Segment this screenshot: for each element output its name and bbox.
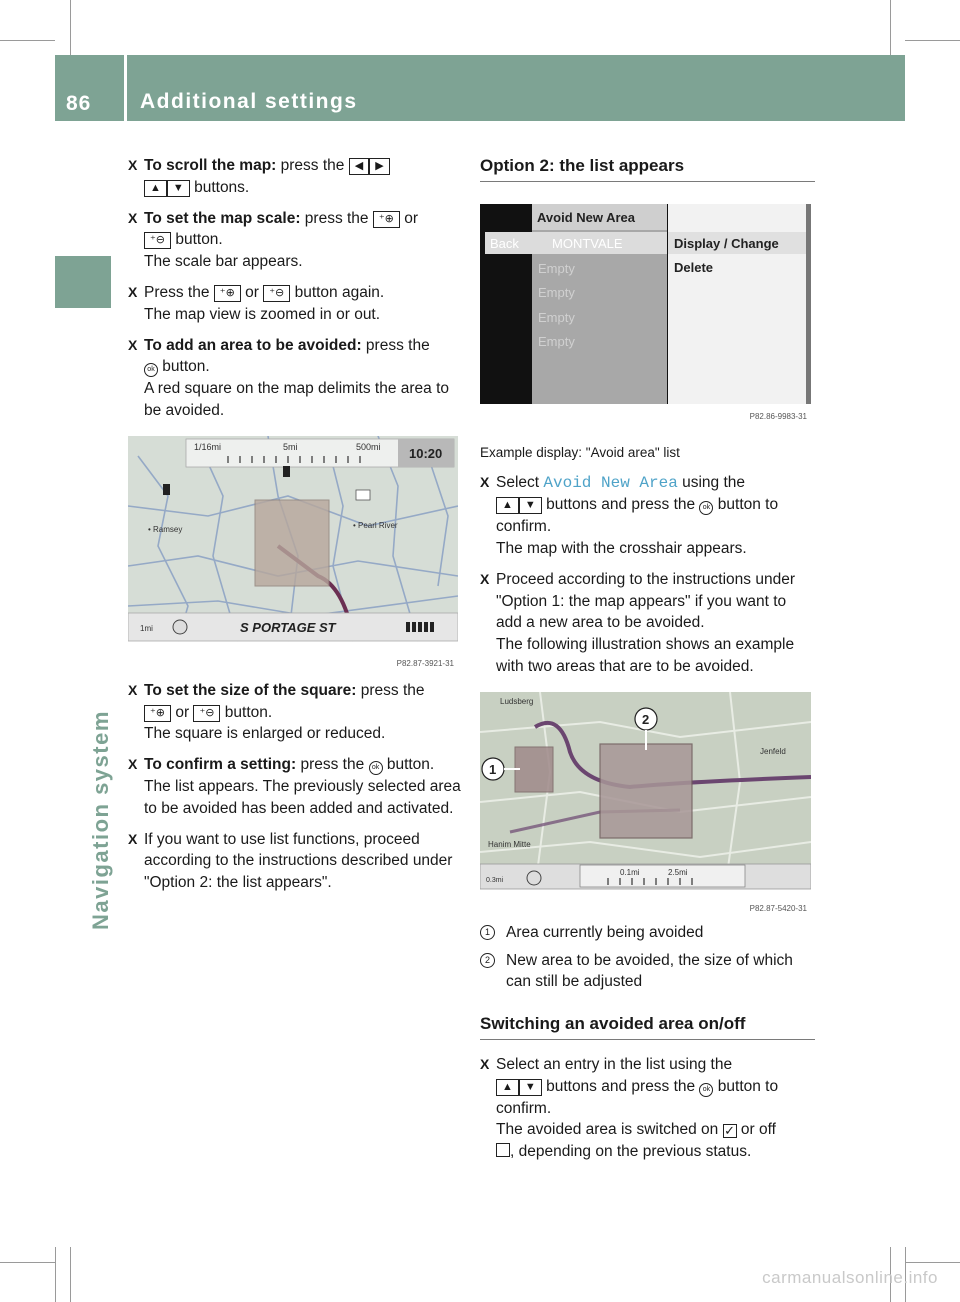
instruction-step — [480, 1054, 815, 1163]
step-arrow-icon: X — [128, 756, 138, 773]
zoom-in-key-icon: ⁺⊕ — [144, 705, 171, 722]
step-text: button. — [220, 703, 273, 721]
current-avoided-area — [515, 747, 553, 792]
map-clock: 10:20 — [409, 445, 443, 461]
right-column — [480, 155, 815, 1172]
map-image — [128, 436, 458, 666]
down-arrow-key-icon: ▼ — [519, 1079, 542, 1096]
instruction-step — [480, 569, 815, 678]
page-number: 86 — [66, 92, 92, 115]
crop-mark — [70, 1247, 71, 1302]
menu-item-reference: Avoid New Area — [543, 473, 678, 492]
step-text: buttons. — [189, 178, 250, 196]
step-text: or — [245, 283, 259, 301]
screen-title: Avoid New Area — [537, 209, 636, 225]
step-text: press the — [361, 336, 430, 354]
menu-item: Delete — [674, 259, 714, 275]
map-scale-label: 1mi — [140, 623, 153, 633]
step-arrow-icon: X — [128, 830, 138, 847]
step-text: button again. — [290, 283, 385, 301]
ok-button-icon: ok — [699, 501, 713, 515]
avoided-areas-map-image — [480, 692, 811, 914]
step-text: press the — [356, 681, 425, 699]
map-street-name: S PORTAGE ST — [240, 619, 336, 635]
step-text: button. — [158, 358, 210, 376]
map-place-label: Jenfeld — [760, 746, 786, 756]
figure-legend — [480, 922, 815, 993]
list-entry-city: MONTVALE — [552, 235, 623, 251]
step-text: button to confirm. — [496, 1077, 779, 1117]
step-text: Proceed according to the instructions under "Option 1: the map appears" if you want to add a new area to be avoided. — [496, 570, 795, 632]
instruction-step — [128, 754, 463, 819]
step-arrow-icon: X — [128, 209, 138, 226]
page-title: Additional settings — [140, 90, 358, 113]
step-text: using the — [677, 473, 746, 491]
section-side-label: Navigation system — [88, 710, 113, 930]
step-note: The square is enlarged or reduced. — [144, 725, 386, 743]
left-arrow-key-icon: ◀ — [349, 158, 369, 175]
list-entry: Empty — [538, 284, 575, 300]
menu-item: Display / Change — [674, 235, 779, 251]
header-separator — [124, 55, 127, 121]
instruction-step — [128, 208, 463, 273]
crop-mark — [55, 1247, 56, 1302]
zoom-out-key-icon: ⁺⊖ — [144, 232, 171, 249]
map-place-label: • Pearl River — [353, 520, 398, 530]
section-heading: Switching an avoided area on/off — [480, 1013, 815, 1040]
list-screen-figure — [480, 196, 811, 421]
zoom-in-key-icon: ⁺⊕ — [373, 211, 400, 228]
callout-2: 2 — [642, 711, 650, 727]
step-note: or off — [736, 1121, 776, 1139]
crop-mark — [0, 1262, 55, 1263]
crop-mark — [905, 1262, 960, 1263]
zoom-out-key-icon: ⁺⊖ — [193, 705, 220, 722]
compass-icon — [527, 871, 541, 885]
unchecked-box-icon — [496, 1143, 510, 1157]
step-text: press the — [276, 157, 349, 174]
instruction-step — [128, 155, 463, 199]
legend-number: 2 — [480, 953, 495, 968]
step-text: press the — [296, 756, 369, 774]
step-heading: To add an area to be avoided: — [144, 336, 362, 354]
instruction-step — [128, 282, 463, 326]
step-note: The map view is zoomed in or out. — [144, 305, 381, 323]
list-screen-image — [480, 196, 811, 416]
footer-watermark: carmanualsonline.info — [762, 1268, 938, 1287]
list-entry: Empty — [538, 333, 575, 349]
map-scale-label: 0.3mi — [486, 876, 504, 884]
down-arrow-key-icon: ▼ — [519, 497, 542, 514]
legend-text: Area currently being avoided — [506, 923, 704, 941]
step-arrow-icon: X — [128, 336, 138, 353]
step-text: buttons and press the — [541, 1077, 700, 1095]
up-arrow-key-icon: ▲ — [144, 180, 167, 197]
ok-button-icon: ok — [699, 1083, 713, 1097]
zoom-in-key-icon: ⁺⊕ — [214, 285, 241, 302]
new-avoided-area — [600, 744, 692, 838]
instruction-step — [128, 680, 463, 745]
figure-code: P82.87-5420-31 — [749, 903, 807, 913]
legend-text: New area to be avoided, the size of which can still be adjusted — [506, 951, 793, 991]
legend-item — [480, 922, 815, 944]
step-text: buttons and press the — [541, 496, 700, 514]
step-heading: To set the map scale: — [144, 209, 301, 227]
step-text: If you want to use list functions, proceed according to the instructions described under "Option 2: the list appears". — [144, 830, 453, 892]
section-heading: Option 2: the list appears — [480, 155, 815, 182]
step-arrow-icon: X — [480, 473, 490, 490]
map-place-label: Hanim Mitte — [488, 839, 531, 849]
list-entry: Empty — [538, 260, 575, 276]
step-heading: To scroll the map: — [144, 157, 277, 174]
crop-mark — [905, 40, 960, 41]
figure-code: P82.86-9983-31 — [749, 411, 807, 421]
callout-1: 1 — [489, 761, 497, 777]
step-note: The following illustration shows an example with two areas that are to be avoided. — [496, 636, 795, 675]
map-scale-label: 1/16mi — [194, 441, 222, 452]
step-heading: To confirm a setting: — [144, 756, 297, 774]
step-text: Select an entry in the list using the — [496, 1055, 733, 1073]
step-note: The scale bar appears. — [144, 253, 303, 271]
step-text: button. — [171, 231, 223, 249]
list-entry: Empty — [538, 309, 575, 325]
down-arrow-key-icon: ▼ — [167, 180, 190, 197]
crop-mark — [890, 0, 891, 55]
step-note: The avoided area is switched on — [496, 1121, 723, 1139]
ok-button-icon: ok — [369, 761, 383, 775]
crop-mark — [70, 0, 71, 55]
fuel-station-icon — [163, 484, 170, 495]
back-button: Back — [490, 235, 519, 251]
step-text: press the — [300, 209, 373, 227]
map-place-label: • Ramsey — [148, 524, 183, 534]
step-note: A red square on the map delimits the area to be avoided. — [144, 380, 450, 419]
figure-caption: Example display: "Avoid area" list — [480, 444, 680, 460]
step-heading: To set the size of the square: — [144, 681, 357, 699]
step-arrow-icon: X — [480, 570, 490, 587]
map-figure — [128, 436, 458, 666]
step-text: or — [175, 703, 190, 721]
step-text: button to confirm. — [496, 496, 779, 536]
map-scale-label: 5mi — [283, 441, 298, 452]
instruction-step — [480, 472, 815, 560]
figure-code: P82.87-3921-31 — [396, 658, 454, 668]
legend-item — [480, 950, 815, 994]
map-scale-label: 0.1mi — [620, 867, 640, 877]
step-arrow-icon: X — [128, 681, 138, 698]
step-note: , depending on the previous status. — [510, 1143, 752, 1161]
step-note: The map with the crosshair appears. — [496, 539, 747, 557]
step-arrow-icon: X — [128, 157, 138, 173]
map-scale-label: 2.5mi — [668, 867, 688, 877]
step-text: button. — [382, 756, 435, 774]
up-arrow-key-icon: ▲ — [496, 497, 519, 514]
up-arrow-key-icon: ▲ — [496, 1079, 519, 1096]
instruction-step — [128, 829, 463, 894]
step-text: or — [404, 209, 418, 227]
step-arrow-icon: X — [480, 1055, 490, 1072]
compass-icon — [173, 620, 187, 634]
fuel-station-icon — [283, 466, 290, 477]
crop-mark — [0, 40, 55, 41]
step-text: Select — [496, 473, 544, 491]
ok-button-icon: ok — [144, 363, 158, 377]
checked-box-icon: ✓ — [724, 1123, 736, 1139]
step-arrow-icon: X — [128, 283, 138, 300]
side-tab — [55, 256, 111, 308]
poi-icon — [356, 490, 370, 500]
step-note: The list appears. The previously selected area to be avoided has been added and activated. — [144, 777, 461, 817]
zoom-out-key-icon: ⁺⊖ — [263, 285, 290, 302]
instruction-step — [128, 335, 463, 422]
step-text: Press the — [144, 283, 214, 301]
right-arrow-key-icon: ▶ — [369, 158, 389, 175]
legend-number: 1 — [480, 925, 495, 940]
left-column — [128, 155, 463, 903]
map-place-label: Ludsberg — [500, 696, 534, 706]
avoided-areas-map-figure — [480, 692, 811, 914]
map-scale-label: 500mi — [356, 441, 381, 452]
